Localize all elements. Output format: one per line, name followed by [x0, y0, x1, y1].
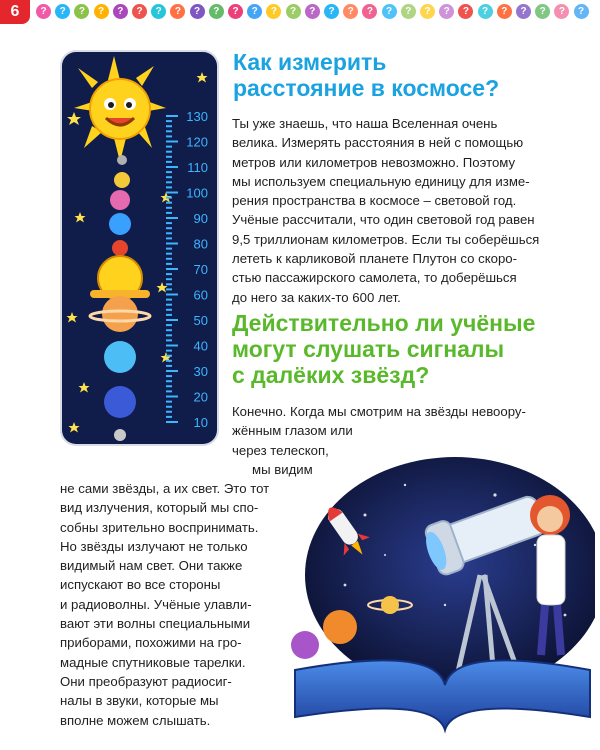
ruler-tick-label: 100 [186, 185, 208, 201]
text-line: метров или километров невозможно. Поэтому [232, 154, 516, 170]
question-mark-icon: ? [151, 4, 166, 19]
question-bubbles-strip [36, 4, 594, 20]
text-line: через телескоп, [232, 442, 329, 458]
space-ruler-illustration [62, 52, 217, 444]
ruler-tick-label: 20 [193, 389, 208, 405]
text-line: мадные спутниковые тарелки. [60, 654, 246, 670]
question-mark-icon: ? [94, 4, 109, 19]
ruler-tick-label: 70 [193, 262, 208, 277]
text-line: налы в звуки, которые мы [60, 693, 219, 709]
question-mark-icon: ? [554, 4, 569, 19]
text-line: Конечно. Когда мы смотрим на звёзды невоору- [232, 404, 526, 419]
ruler-tick-label: 60 [193, 287, 208, 303]
question-mark-icon: ? [382, 4, 397, 19]
question-mark-icon: ? [362, 4, 377, 19]
ringed-planet-icon [381, 596, 399, 614]
ruler-tick-label: 110 [187, 160, 208, 175]
ruler-tick-label: 50 [193, 313, 208, 328]
sun-character-icon [74, 56, 166, 162]
text-line: испускают во все стороны [60, 577, 221, 593]
question-mark-icon: ? [439, 4, 454, 19]
text-line: вполне можем слышать. [60, 712, 211, 728]
section2-paragraph-bottom [60, 479, 269, 730]
section1-paragraph [232, 114, 539, 307]
section2-title-line: Действительно ли учёные [232, 310, 536, 336]
text-line: мы используем специальную единицу для изме- [232, 173, 530, 189]
text-line: стью пассажирского самолета, то доберёшься [232, 270, 517, 286]
planet-characters-icons [90, 155, 150, 441]
text-line: Они преобразуют радиосиг- [60, 673, 232, 689]
question-mark-icon: ? [170, 4, 185, 19]
section2-title [232, 311, 535, 388]
text-line: жённым глазом или [232, 423, 353, 439]
text-line: 9,5 триллионам километров. Если ты соберёшься [232, 231, 540, 247]
question-mark-icon: ? [36, 4, 51, 19]
text-line: вид излучения, который мы спо- [60, 500, 259, 516]
question-mark-icon: ? [324, 4, 339, 19]
ruler-tick-label: 30 [193, 364, 208, 379]
question-mark-icon: ? [266, 4, 281, 19]
text-line: Но звёзды излучают не только [60, 538, 248, 554]
question-mark-icon: ? [247, 4, 262, 19]
text-line: и радиоволны. Учёные улавли- [60, 596, 252, 612]
question-mark-icon: ? [305, 4, 320, 19]
ruler-tick-label: 130 [186, 109, 208, 124]
question-mark-icon: ? [574, 4, 589, 19]
question-mark-icon: ? [401, 4, 416, 19]
text-line: мы видим [252, 461, 313, 477]
question-mark-icon: ? [286, 4, 301, 19]
question-mark-icon: ? [113, 4, 128, 19]
ruler-tick-label: 120 [186, 134, 208, 150]
text-line: Ты уже знаешь, что наша Вселенная очень [232, 116, 498, 131]
text-line: видимый нам свет. Они также [60, 558, 243, 574]
text-line: собны зрительно воспринимать. [60, 519, 259, 535]
ruler-scale [166, 109, 208, 430]
question-mark-icon: ? [228, 4, 243, 19]
section1-title-line: расстояние в космосе? [233, 74, 500, 101]
ruler-tick-label: 10 [193, 415, 208, 430]
question-mark-icon: ? [516, 4, 531, 19]
question-mark-icon: ? [343, 4, 358, 19]
text-line: лететь к карликовой планете Плутон со скоро- [232, 251, 518, 267]
ruler-tick-label: 40 [193, 338, 208, 354]
question-mark-icon: ? [420, 4, 435, 19]
section2-title-line: могут слушать сигналы [232, 335, 505, 362]
orange-planet-icon [323, 610, 357, 644]
question-mark-icon: ? [478, 4, 493, 19]
text-line: приборами, похожими на гро- [60, 635, 242, 651]
ruler-tick-label: 90 [193, 211, 208, 226]
question-mark-icon: ? [497, 4, 512, 19]
telescope-scene-illustration [285, 455, 595, 735]
purple-planet-icon [291, 631, 319, 659]
ruler-tick-label: 80 [193, 236, 208, 252]
question-mark-icon: ? [55, 4, 70, 19]
section2-title-line: с далёких звёзд? [232, 361, 430, 388]
section1-title-line: Как измерить [233, 49, 387, 75]
question-mark-icon: ? [132, 4, 147, 19]
text-line: рения пространства в космосе – световой год. [232, 193, 517, 209]
question-mark-icon: ? [535, 4, 550, 19]
text-line: Учёные рассчитали, что один световой год равен [232, 212, 535, 228]
question-mark-icon: ? [209, 4, 224, 19]
question-mark-icon: ? [458, 4, 473, 19]
text-line: не сами звёзды, а их свет. Это тот [60, 481, 270, 496]
text-line: велика. Измерять расстояния в ней с помощью [232, 135, 524, 151]
text-line: до него за каких-то 600 лет. [232, 289, 401, 305]
question-mark-icon: ? [74, 4, 89, 19]
page-number: 6 [0, 0, 30, 24]
section1-title [233, 50, 499, 102]
question-mark-icon: ? [190, 4, 205, 19]
text-line: вают эти волны специальными [60, 616, 251, 632]
